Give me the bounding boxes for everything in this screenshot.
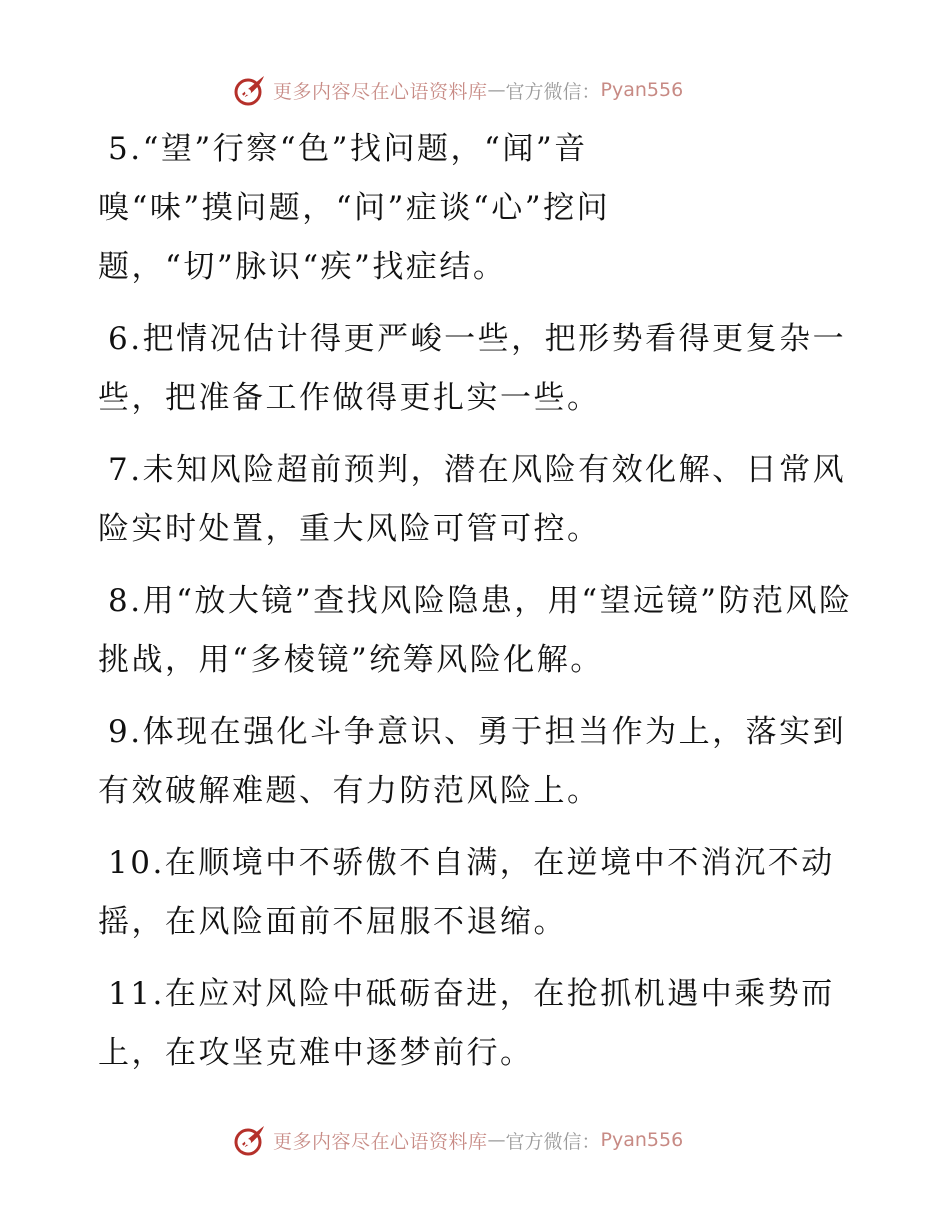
paragraph-6: 6.把情况估计得更严峻一些，把形势看得更复杂一些，把准备工作做得更扎实一些。 xyxy=(98,321,847,416)
quill-pen-logo-icon xyxy=(233,73,267,107)
footer-banner xyxy=(233,1120,683,1160)
header-banner xyxy=(233,70,683,110)
banner-text: 更多内容尽在心语资料库 xyxy=(273,1130,488,1153)
banner-wechat-id: Pyan556 xyxy=(600,1129,684,1151)
banner-wechat-label: 官方微信： xyxy=(505,80,601,103)
banner-text: 更多内容尽在心语资料库 xyxy=(273,80,488,103)
document-body xyxy=(98,120,858,1096)
paragraph-7: 7.未知风险超前预判，潜在风险有效化解、日常风险实时处置，重大风险可管可控。 xyxy=(98,452,847,547)
paragraph-9: 9.体现在强化斗争意识、勇于担当作为上，落实到有效破解难题、有力防范风险上。 xyxy=(98,714,847,809)
paragraph-10: 10.在顺境中不骄傲不自满，在逆境中不消沉不动摇，在风险面前不屈服不退缩。 xyxy=(98,845,835,940)
banner-wechat-id: Pyan556 xyxy=(600,79,684,101)
paragraph-8: 8.用“放大镜”查找风险隐患，用“望远镜”防范风险挑战，用“多棱镜”统筹风险化解。 xyxy=(98,583,853,678)
quill-pen-logo-icon xyxy=(233,1123,267,1157)
paragraph-5: 5.“望”行察“色”找问题，“闻”音嗅“味”摸问题，“问”症谈“心”挖问题，“切”脉识“疾”找症结。 xyxy=(98,131,611,285)
banner-separator: — xyxy=(487,1129,506,1151)
banner-separator: — xyxy=(487,79,506,101)
paragraph-11: 11.在应对风险中砥砺奋进，在抢抓机遇中乘势而上，在攻坚克难中逐梦前行。 xyxy=(98,976,835,1071)
banner-wechat-label: 官方微信： xyxy=(505,1130,601,1153)
